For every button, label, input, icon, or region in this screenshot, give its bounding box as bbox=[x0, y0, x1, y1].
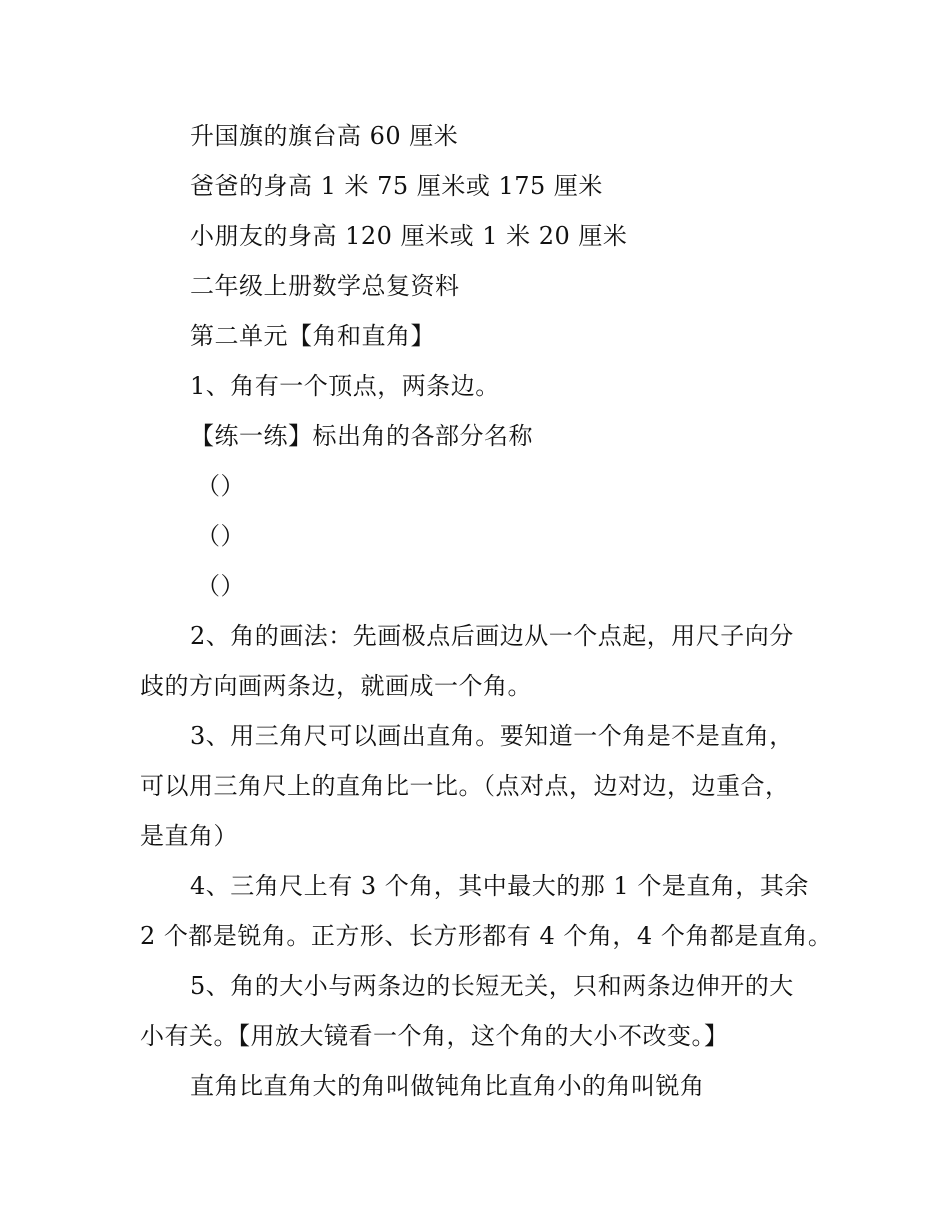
text-line-dad-height: 爸爸的身高 1 米 75 厘米或 175 厘米 bbox=[190, 172, 603, 200]
answer-blank-2: （） bbox=[196, 522, 245, 550]
unit-heading: 第二单元【角和直角】 bbox=[190, 322, 435, 350]
point-5-line-2: 小有关。【用放大镜看一个角，这个角的大小不改变。】 bbox=[140, 1022, 729, 1050]
text-line-child-height: 小朋友的身高 120 厘米或 1 米 20 厘米 bbox=[190, 222, 628, 250]
point-2-line-1: 2、角的画法：先画极点后画边从一个点起，用尺子向分 bbox=[190, 622, 794, 650]
point-3-line-3: 是直角） bbox=[140, 822, 238, 850]
section-title: 二年级上册数学总复资料 bbox=[190, 272, 460, 300]
answer-blank-3: （） bbox=[196, 572, 245, 600]
point-2-line-2: 歧的方向画两条边，就画成一个角。 bbox=[140, 672, 532, 700]
point-3-line-2: 可以用三角尺上的直角比一比。（点对点，边对边，边重合， bbox=[140, 772, 790, 800]
point-3-line-1: 3、用三角尺可以画出直角。要知道一个角是不是直角， bbox=[190, 722, 794, 750]
practice-prompt: 【练一练】标出角的各部分名称 bbox=[190, 422, 533, 450]
text-line-flag-platform: 升国旗的旗台高 60 厘米 bbox=[190, 122, 459, 150]
point-5-line-1: 5、角的大小与两条边的长短无关，只和两条边伸开的大 bbox=[190, 972, 794, 1000]
point-1: 1、角有一个顶点，两条边。 bbox=[190, 372, 500, 400]
point-4-line-1: 4、三角尺上有 3 个角，其中最大的那 1 个是直角，其余 bbox=[190, 872, 809, 900]
angle-definitions: 直角比直角大的角叫做钝角比直角小的角叫锐角 bbox=[190, 1072, 705, 1100]
point-4-line-2: 2 个都是锐角。正方形、长方形都有 4 个角，4 个角都是直角。 bbox=[140, 922, 833, 950]
answer-blank-1: （） bbox=[196, 472, 245, 500]
